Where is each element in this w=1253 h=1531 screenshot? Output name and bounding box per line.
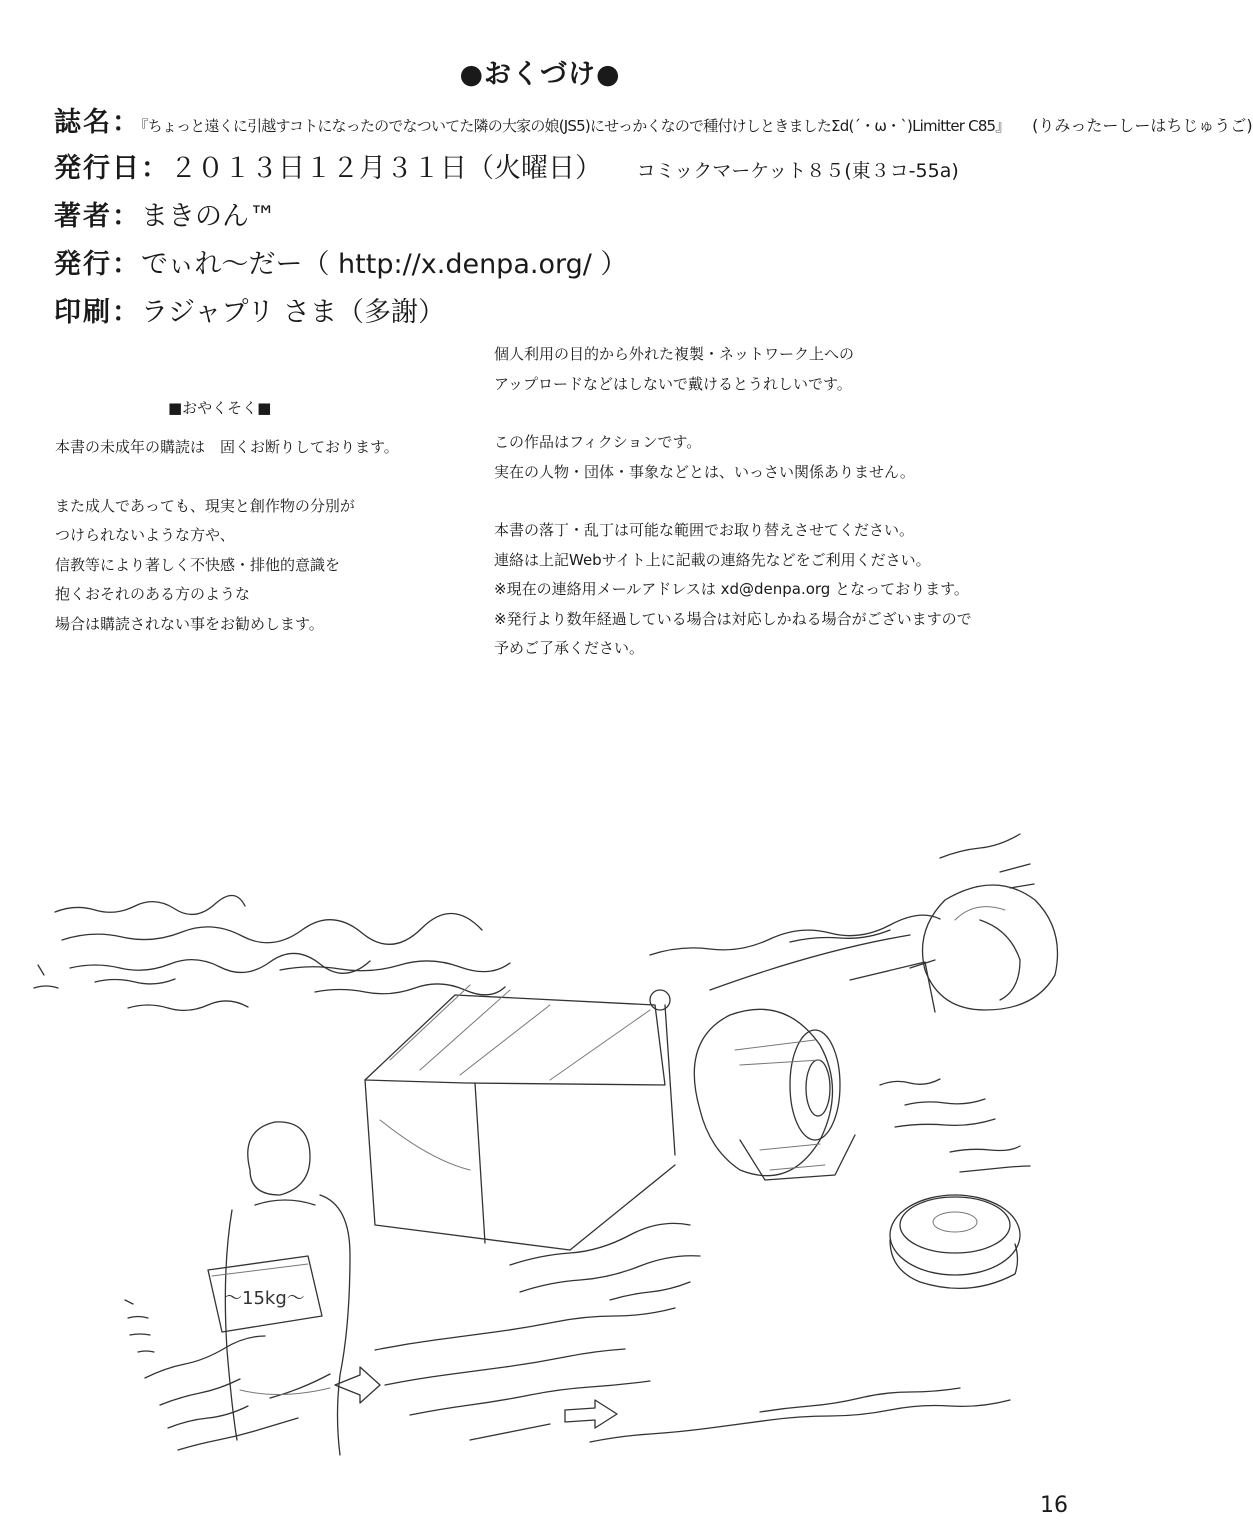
- cardboard-box: [365, 985, 675, 1250]
- notice-line: この作品はフィクションです。: [494, 433, 702, 451]
- tape-end-detail: [850, 960, 935, 1012]
- date-label: 発行日：: [54, 153, 170, 184]
- page-number: 16: [1040, 1493, 1068, 1518]
- notice-line: 連絡は上記Webサイト上に記載の連絡先などをご利用ください。: [494, 550, 931, 569]
- tape-closeup: [923, 885, 1058, 1010]
- handwritten-notes-left: [34, 895, 510, 1010]
- promise-line: 本書の未成年の購読は 固くお断りしております。: [55, 438, 399, 456]
- promise-line: また成人であっても、現実と創作物の分別が: [55, 496, 355, 515]
- promise-line: つけられないような方や、: [55, 526, 235, 544]
- sketch-arrows: [335, 1367, 617, 1428]
- printer-label: 印刷：: [54, 297, 141, 328]
- notice-line: ※発行より数年経過している場合は対応しかねる場合がございますので: [494, 609, 972, 628]
- printer-value: ラジャプリ さま（多謝）: [141, 297, 445, 328]
- notice-line: 実在の人物・団体・事象などとは、いっさい関係ありません。: [494, 462, 915, 481]
- notice-line: 個人利用の目的から外れた複製・ネットワーク上への: [494, 345, 855, 363]
- handwritten-notes-bottom: [125, 1223, 1010, 1450]
- handwritten-notes-right: [650, 834, 1034, 1172]
- promise-line: 場合は購読されない事をお勧めします。: [55, 614, 324, 633]
- notice-line: アップロードなどはしないで戴けるとうれしいです。: [494, 374, 852, 393]
- robot-vacuum: [890, 1195, 1020, 1288]
- promise-line: 抱くおそれのある方のような: [55, 585, 251, 603]
- publisher-value: でぃれ〜だー（ http://x.denpa.org/ ）: [141, 249, 628, 280]
- notice-line: 本書の落丁・乱丁は可能な範囲でお取り替えさせてください。: [494, 521, 915, 539]
- notice-line: ※現在の連絡用メールアドレスは xd@denpa.org となっております。: [494, 580, 969, 598]
- box-weight-label: 〜15kg〜: [224, 1288, 305, 1309]
- book-title: 『ちょっと遠くに引越すコトになったのでなついてた隣の大家の娘(JS5)にせっかくなので種付けしときましたΣd(´・ω・`)Limitter C85』: [141, 117, 1010, 135]
- event-info: コミックマーケット８５(東３コ-55a): [636, 160, 959, 182]
- book-title-reading: (りみったーしーはちじゅうご): [1032, 116, 1253, 135]
- colophon-title: ●おくづけ●: [459, 59, 621, 90]
- promise-line: 信教等により著しく不快感・排他的意識を: [55, 555, 341, 574]
- publisher-label: 発行：: [54, 249, 141, 280]
- notice-line: 予めご了承ください。: [494, 639, 645, 657]
- book-title-label: 誌名：: [54, 107, 141, 138]
- date-value: ２０１３日１２月３１日（火曜日）: [170, 153, 602, 184]
- author-label: 著者：: [54, 201, 141, 232]
- promise-heading: ■おやくそく■: [168, 399, 272, 417]
- tape-roll: [694, 935, 910, 1180]
- author-value: まきのん™: [141, 201, 276, 232]
